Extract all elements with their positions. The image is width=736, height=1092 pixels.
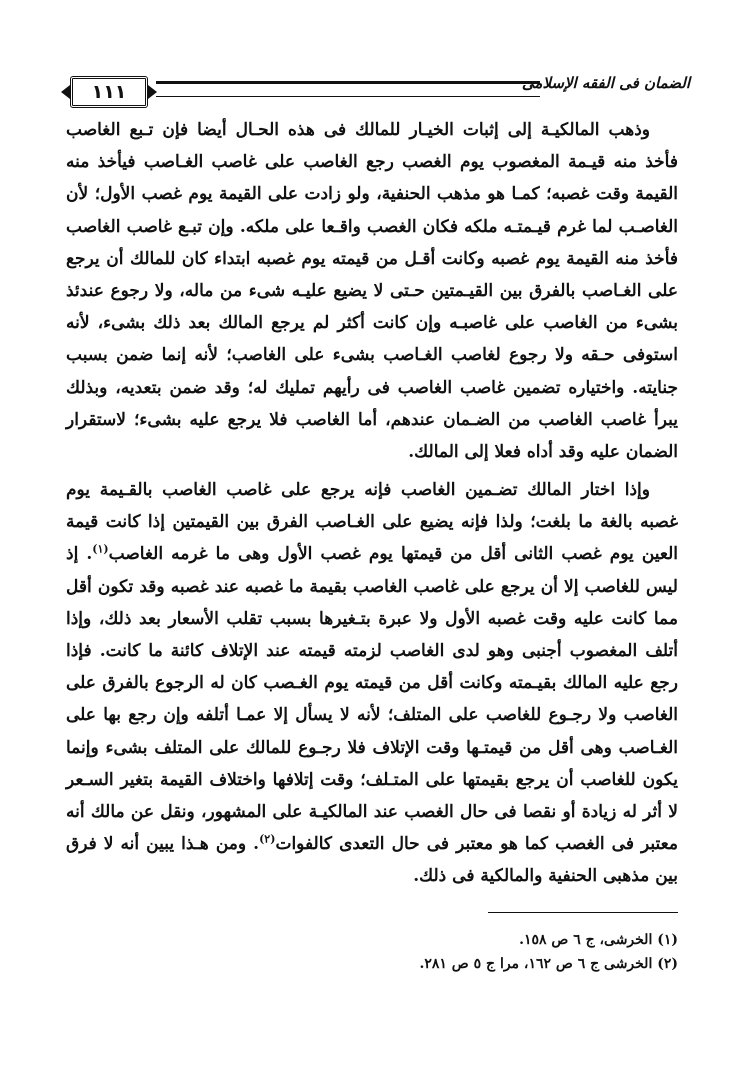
footnote-2: (٢) الخرشى ج ٦ ص ١٦٢، مرا ج ٥ ص ٢٨١. bbox=[419, 956, 678, 972]
footnote-separator bbox=[488, 912, 678, 913]
book-title: الضمان فى الفقه الإسلامى bbox=[521, 74, 690, 92]
paragraph-1-text: وذهب المالكيـة إلى إثبات الخيـار للمالك فى هذه الحـال أيضا فإن تـبع الغاصب فأخذ منه قيـمة المغصوب يوم الغصب رجع الغاصب على غاصب الغـاصب فيأخذ منه القيمة وقت غصبه؛ كمـا هو مذهب الحنفية، ولو زادت على القيمة يوم غصب الأول؛ لأن الغاصـب لما غرم قيـمتـه ملكه فكان الغصب واقـعا على ملكه. وإن تبـع غاصب الغاصب فأخذ منه القيمة يوم غصبه وكانت أقـل من قيمته يوم غصبه ابتداء كان للمالك أن يرجع على الغـاصب بالفرق بين القيـمتين حـتى لا يضيع عليـه شىء من ماله، ولا رجوع عندئذ بشىء من الغاصب على غاصبـه وإن كانت أكثر لم يرجع المالك بعد ذلك بشىء، لأنه استوفى حـقه ولا رجوع لغاصب الغـاصب بشىء على الغاصب؛ لأنه إنما ضمن بسبب جنايته. واختياره تضمين غاصب الغاصب فى رأيهم تمليك له؛ وقد ضمن بتعديه، وبذلك يبرأ غاصب الغاصب من الضـمان عندهم، أما الغاصب فلا يرجع عليه بشىء؛ لاستقرار الضمان عليه وقد أداه فعلا إلى المالك. bbox=[66, 120, 679, 463]
paragraph-2 bbox=[66, 474, 678, 893]
page-number: ١١١ bbox=[70, 76, 148, 108]
paragraph-2-text-start: وإذا اختار المالك تضـمين الغاصب فإنه يرجع على غاصب الغاصب بالقـيمة يوم غصبه بالغة ما بلغت؛ ولذا فإنه يضيع على الغـاصب الفرق بين القيمتين إذا كانت قيمة العين يوم غصب الثانى أقل من قيمتها يوم غصب الأول وهى ما غرمه الغاصب bbox=[66, 480, 678, 565]
running-header bbox=[70, 72, 690, 106]
paragraph-2-text-end: . ومن هـذا يبين أنه لا فرق بين مذهبى الحنفية والمالكية فى ذلك. bbox=[66, 834, 678, 887]
paragraph-1 bbox=[66, 114, 678, 468]
footnote-1: (١) الخرشى، ج ٦ ص ١٥٨. bbox=[519, 932, 678, 948]
header-rule bbox=[156, 81, 540, 97]
paragraph-2-text-middle: . إذ ليس للغاصب إلا أن يرجع على غاصب الغاصب بقيمة ما غصبه عند غصبه وقد تكون أقل مما كانت عليه وقت غصبه الأول ولا عبرة بتـغيرها بسبب تقلب الأسعار بعد ذلك، وإذا أتلف المغصوب أجنبى وهو لدى الغاصب لزمته قيمته عند الإتلاف كائنة ما كانت. فإذا رجع عليه المالك بقيـمته وكانت أقل من قيمته يوم الغـصب كان له الرجوع بالفرق على الغاصب ولا رجـوع للغاصب على المتلف؛ لأنه لا يسأل إلا عمـا أتلفه وإن رجع بها على الغـاصب وهى أقل من قيمتـها وقت الإتلاف فلا رجـوع للمالك على المتلف بشىء وإنما يكون للغاصب أن يرجع بقيمتها على المتـلف؛ وقت إتلافها واختلاف القيمة بتغير السـعر لا أثر له زيادة أو نقصا فى حال الغصب عند المالكيـة على المشهور، ونقل عن مالك أنه معتبر فى الغصب كما هو معتبر فى حال التعدى كالفوات bbox=[66, 544, 678, 855]
footnotes bbox=[300, 928, 678, 976]
footnote-ref-2[interactable]: (٢) bbox=[259, 832, 276, 846]
footnote-ref-1[interactable]: (١) bbox=[92, 542, 109, 556]
